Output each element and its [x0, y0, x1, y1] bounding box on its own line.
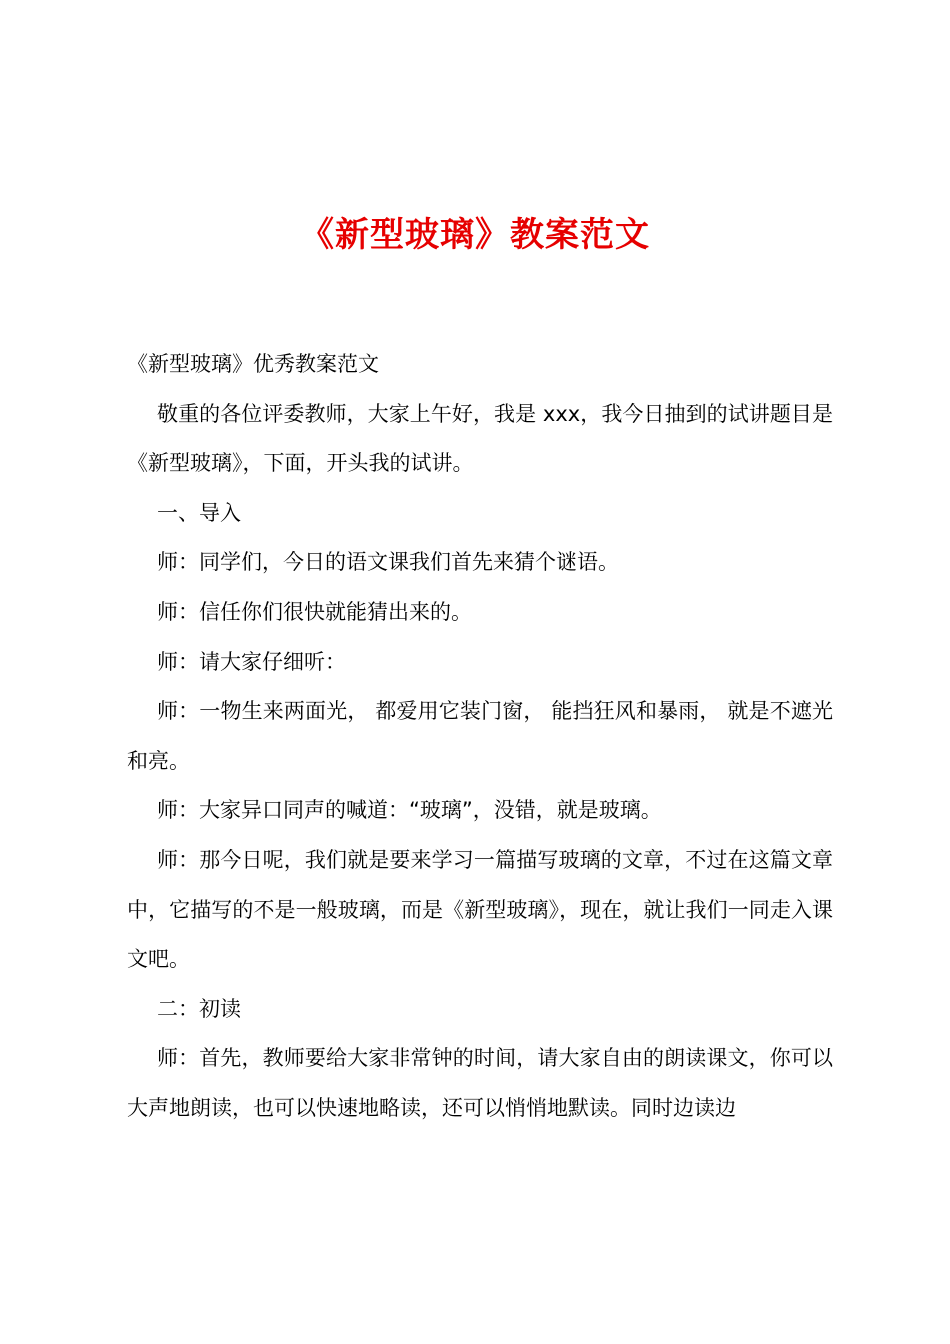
- document-subtitle: 《新型玻璃》优秀教案范文: [127, 352, 379, 376]
- document-body: [127, 340, 833, 1134]
- document-title: 《新型玻璃》教案范文: [300, 215, 650, 255]
- paragraph-answer: 师：大家异口同声的喊道：“玻璃”，没错，就是玻璃。: [157, 798, 662, 823]
- paragraph-riddle-start: 师：同学们，今日的语文课我们首先来猜个谜语。: [157, 550, 619, 575]
- paragraph-trust: 师：信任你们很快就能猜出来的。: [157, 599, 472, 624]
- paragraph-listen: 师：请大家仔细听：: [157, 649, 346, 674]
- paragraph-greeting: 敬重的各位评委教师，大家上午好，我是 xxx，我今日抽到的试讲题目是《新型玻璃》，下面，开头我的试讲。: [127, 401, 833, 476]
- paragraph-lesson-intro: 师：那今日呢，我们就是要来学习一篇描写玻璃的文章，不过在这篇文章中，它描写的不是一般玻璃，而是《新型玻璃》，现在，就让我们一同走入课文吧。: [127, 847, 833, 972]
- section-heading-first-reading: 二：初读: [157, 996, 241, 1021]
- paragraph-reading-instructions: 师：首先，教师要给大家非常钟的时间，请大家自由的朗读课文，你可以大声地朗读，也可以快速地略读，还可以悄悄地默读。同时边读边: [127, 1046, 833, 1120]
- paragraph-riddle: 师：一物生来两面光， 都爱用它装门窗， 能挡狂风和暴雨， 就是不遮光和亮。: [127, 699, 833, 773]
- section-heading-intro: 一、导入: [157, 500, 241, 525]
